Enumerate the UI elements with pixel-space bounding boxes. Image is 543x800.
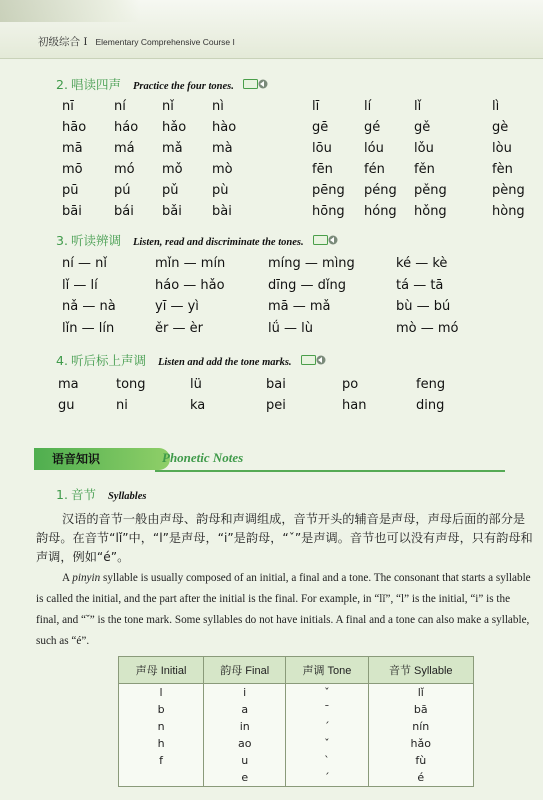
pinyin-item: gé — [364, 120, 381, 135]
audio-icon[interactable] — [243, 75, 269, 94]
pinyin-item: pǔ — [162, 183, 179, 198]
table-header: 声调 Tone — [286, 657, 368, 684]
pinyin-item: mǐn — mín — [155, 256, 226, 271]
pinyin-item: pú — [114, 183, 131, 198]
pinyin-item: bù — bú — [396, 299, 451, 314]
table-cell: u — [204, 752, 286, 769]
pinyin-item: lǐ — [414, 99, 422, 114]
pinyin-item: lǐ — lí — [62, 277, 98, 293]
pinyin-item: lǐn — lín — [62, 320, 115, 336]
section-2-title — [56, 74, 269, 94]
pinyin-item: ké — kè — [396, 256, 448, 271]
pinyin-item: tong — [116, 377, 146, 392]
table-cell: e — [204, 769, 286, 787]
table-cell: ao — [204, 735, 286, 752]
pinyin-item: po — [342, 377, 359, 392]
table-cell: hǎo — [368, 735, 473, 752]
pinyin-item: bǎi — [162, 204, 182, 219]
syllable-table — [118, 656, 474, 787]
audio-icon[interactable] — [301, 351, 327, 370]
pinyin-item: péng — [364, 183, 397, 198]
syllable-paragraph-en: A pinyin syllable is usually composed of an initial, a final and a tone. The consonant that starts a syllable is called the initial, and the part after the initial is the final. For example, in “lǐ”, “l” is the initial, “i” is the final, and “ˇ” is the tone mark. Some syllables do not have initials. A final and a tone can also make a syllable, such as “é”. — [36, 572, 531, 647]
pinyin-item: mā — mǎ — [268, 299, 331, 314]
section-title-en: Listen, read and discriminate the tones. — [132, 237, 304, 248]
pinyin-item: han — [342, 398, 367, 413]
pinyin-item: lì — [492, 99, 500, 114]
pinyin-item: hǒng — [414, 204, 447, 219]
table-cell: b — [119, 701, 204, 718]
page-header — [0, 0, 543, 59]
pinyin-item: mó — [114, 162, 135, 177]
pinyin-item: lü — [190, 377, 202, 392]
table-cell: ˇ — [286, 684, 368, 702]
table-cell: lǐ — [368, 684, 473, 702]
pinyin-item: nī — [62, 99, 74, 114]
pinyin-item: ní — [114, 99, 126, 114]
phonetic-notes-title: Phonetic Notes — [162, 450, 244, 465]
table-header: 韵母 Final — [204, 657, 286, 684]
table-cell: in — [204, 718, 286, 735]
header-ornament — [0, 0, 140, 22]
pinyin-item: hòng — [492, 204, 525, 219]
section-title-en: Listen and add the tone marks. — [157, 357, 292, 368]
pinyin-item: ěr — èr — [155, 320, 203, 336]
phonetic-notes-banner: 语音知识 — [34, 448, 170, 470]
table-row — [119, 701, 474, 718]
table-header: 声母 Initial — [119, 657, 204, 684]
pinyin-item: mò — mó — [396, 320, 459, 336]
pinyin-item: fèn — [492, 162, 513, 177]
section-number: 1. — [56, 487, 68, 502]
pinyin-item: pěng — [414, 183, 447, 198]
pinyin-item: mǒ — [162, 162, 183, 177]
section-4-title — [56, 350, 327, 370]
table-cell: ˋ — [286, 752, 368, 769]
pinyin-term: pinyin — [72, 572, 101, 584]
table-cell: ˉ — [286, 701, 368, 718]
section-number: 4. — [56, 353, 68, 368]
table-cell: é — [368, 769, 473, 787]
pinyin-item: ni — [116, 398, 128, 413]
pinyin-item: bái — [114, 204, 134, 219]
table-cell: f — [119, 752, 204, 769]
section-title-zh: 音节 — [70, 487, 96, 502]
pinyin-item: pù — [212, 183, 229, 198]
pinyin-item: gu — [58, 398, 75, 413]
table-row — [119, 735, 474, 752]
pinyin-item: lōu — [312, 141, 332, 156]
pinyin-item: hóng — [364, 204, 397, 219]
pinyin-item: ma — [58, 377, 79, 392]
table-cell: a — [204, 701, 286, 718]
pinyin-item: yī — yì — [155, 299, 199, 314]
pinyin-item: nì — [212, 99, 224, 114]
pinyin-item: fén — [364, 162, 385, 177]
section-title-en: Practice the four tones. — [132, 81, 234, 92]
table-cell: ˊ — [286, 718, 368, 735]
table-cell: bā — [368, 701, 473, 718]
section-number: 3. — [56, 233, 68, 248]
pinyin-item: míng — mìng — [268, 256, 355, 271]
table-header: 音节 Syllable — [368, 657, 473, 684]
pinyin-item: dīng — dǐng — [268, 277, 346, 293]
pinyin-item: hǎo — [162, 120, 187, 135]
table-cell: n — [119, 718, 204, 735]
pinyin-item: pēng — [312, 183, 345, 198]
table-cell: fù — [368, 752, 473, 769]
table-cell: h — [119, 735, 204, 752]
syllable-paragraph-zh: 汉语的音节一般由声母、韵母和声调组成，音节开头的辅音是声母，声母后面的部分是韵母。在音节“lǐ”中，“l”是声母，“i”是韵母，“ˇ”是声调。音节也可以没有声母，只有韵母和声调，例如“é”。 — [36, 512, 533, 564]
pinyin-item: gē — [312, 120, 329, 135]
pinyin-item: hōng — [312, 204, 345, 219]
pinyin-item: ding — [416, 398, 445, 413]
table-cell: ˇ — [286, 735, 368, 752]
pinyin-item: fēn — [312, 162, 333, 177]
book-title — [38, 34, 235, 49]
pinyin-item: gè — [492, 120, 509, 135]
pinyin-item: bai — [266, 377, 286, 392]
pinyin-item: nǐ — [162, 99, 174, 114]
pinyin-item: hāo — [62, 120, 87, 135]
pinyin-item: má — [114, 141, 135, 156]
table-row — [119, 769, 474, 787]
book-title-zh: 初级综合 I — [38, 36, 88, 48]
pinyin-item: mā — [62, 141, 83, 156]
pinyin-item: mō — [62, 162, 83, 177]
pinyin-item: lóu — [364, 141, 384, 156]
section-title-zh: 听后标上声调 — [70, 353, 146, 368]
syllables-title — [56, 484, 146, 503]
pinyin-item: pū — [62, 183, 79, 198]
table-cell — [119, 769, 204, 787]
pinyin-item: fěn — [414, 162, 435, 177]
pinyin-item: háo — [114, 120, 139, 135]
pinyin-item: feng — [416, 377, 446, 392]
section-number: 2. — [56, 77, 68, 92]
pinyin-item: pei — [266, 398, 286, 413]
table-cell: l — [119, 684, 204, 702]
pinyin-item: bāi — [62, 204, 82, 219]
pinyin-item: mǎ — [162, 141, 183, 156]
pinyin-item: tá — tā — [396, 277, 444, 293]
pinyin-item: hào — [212, 120, 237, 135]
divider — [155, 470, 505, 472]
section-title-zh: 唱读四声 — [70, 77, 121, 92]
audio-icon[interactable] — [313, 231, 339, 250]
pinyin-item: lǒu — [414, 141, 434, 156]
pinyin-item: mò — [212, 162, 233, 177]
book-title-en: Elementary Comprehensive Course I — [95, 37, 235, 47]
section-title-zh: 听读辨调 — [70, 233, 121, 248]
table-row — [119, 718, 474, 735]
pinyin-item: bài — [212, 204, 232, 219]
pinyin-item: lǘ — lù — [268, 320, 313, 336]
table-cell: i — [204, 684, 286, 702]
section-3-title — [56, 230, 339, 250]
table-cell: ˊ — [286, 769, 368, 787]
pinyin-item: gě — [414, 120, 431, 135]
pinyin-item: mà — [212, 141, 233, 156]
pinyin-item: nǎ — nà — [62, 299, 116, 314]
pinyin-item: lòu — [492, 141, 512, 156]
section-title-en: Syllables — [107, 491, 147, 502]
table-row — [119, 684, 474, 702]
pinyin-item: pèng — [492, 183, 525, 198]
table-row — [119, 752, 474, 769]
pinyin-item: háo — hǎo — [155, 277, 225, 293]
pinyin-item: ní — nǐ — [62, 256, 107, 271]
pinyin-item: lí — [364, 99, 372, 114]
pinyin-item: ka — [190, 398, 206, 413]
pinyin-item: lī — [312, 99, 320, 114]
table-cell: nín — [368, 718, 473, 735]
